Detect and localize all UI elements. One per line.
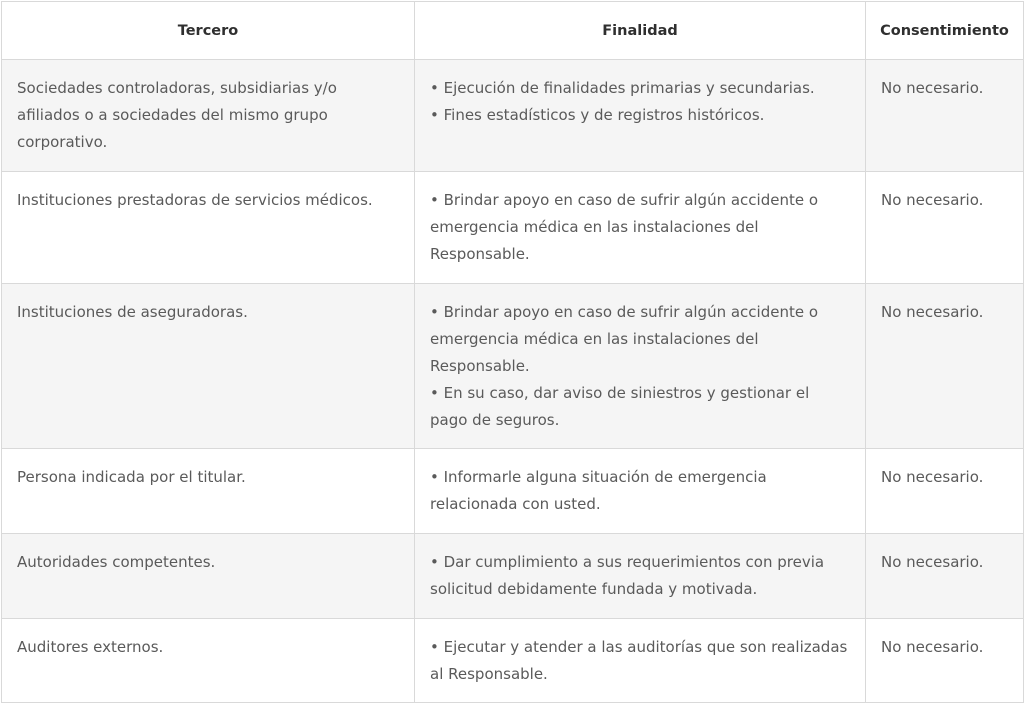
table-row (2, 619, 1024, 703)
cell-tercero: Sociedades controladoras, subsidiarias y/o afiliados o a sociedades del mismo grupo corporativo. (2, 60, 415, 172)
header-tercero: Tercero (2, 2, 415, 60)
header-row (2, 2, 1024, 60)
third-parties-table (1, 1, 1024, 703)
cell-consentimiento: No necesario. (866, 449, 1024, 534)
table-header (2, 2, 1024, 60)
finalidad-item: • Dar cumplimiento a sus requerimientos con previa solicitud debidamente fundada y motivada. (430, 553, 825, 598)
cell-consentimiento: No necesario. (866, 60, 1024, 172)
table-row (2, 449, 1024, 534)
finalidad-item: • Informarle alguna situación de emergencia relacionada con usted. (430, 468, 767, 513)
cell-finalidad (415, 60, 866, 172)
header-consentimiento: Consentimiento (866, 2, 1024, 60)
cell-finalidad (415, 172, 866, 284)
table-row (2, 60, 1024, 172)
cell-consentimiento: No necesario. (866, 172, 1024, 284)
table-body (2, 60, 1024, 703)
cell-tercero: Auditores externos. (2, 619, 415, 703)
cell-tercero: Instituciones prestadoras de servicios médicos. (2, 172, 415, 284)
table-row (2, 284, 1024, 449)
cell-tercero: Instituciones de aseguradoras. (2, 284, 415, 449)
cell-tercero: Persona indicada por el titular. (2, 449, 415, 534)
finalidad-item: • Brindar apoyo en caso de sufrir algún accidente o emergencia médica en las instalaciones del Responsable. (430, 303, 819, 375)
table-row (2, 172, 1024, 284)
cell-consentimiento: No necesario. (866, 534, 1024, 619)
cell-finalidad (415, 534, 866, 619)
cell-finalidad (415, 449, 866, 534)
finalidad-item: • Ejecutar y atender a las auditorías que son realizadas al Responsable. (430, 638, 848, 683)
finalidad-item: • Fines estadísticos y de registros históricos. (430, 106, 765, 124)
finalidad-item: • Ejecución de finalidades primarias y secundarias. (430, 79, 815, 97)
cell-tercero: Autoridades competentes. (2, 534, 415, 619)
cell-finalidad (415, 284, 866, 449)
finalidad-item: • En su caso, dar aviso de siniestros y gestionar el pago de seguros. (430, 384, 810, 429)
table-row (2, 534, 1024, 619)
cell-finalidad (415, 619, 866, 703)
cell-consentimiento: No necesario. (866, 284, 1024, 449)
header-finalidad: Finalidad (415, 2, 866, 60)
finalidad-item: • Brindar apoyo en caso de sufrir algún accidente o emergencia médica en las instalaciones del Responsable. (430, 191, 819, 263)
cell-consentimiento: No necesario. (866, 619, 1024, 703)
